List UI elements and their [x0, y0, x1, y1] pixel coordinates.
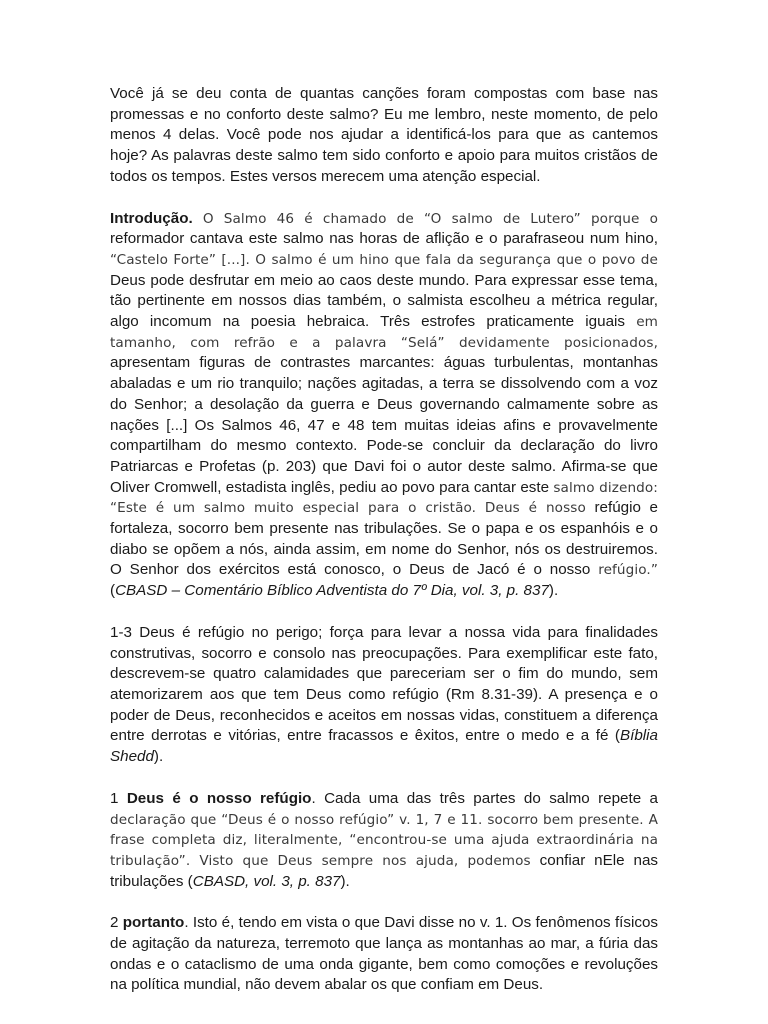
- verse-2-text: . Isto é, tendo em vista o que Davi disse no v. 1. Os fenômenos físicos de agitação da natureza, terremoto que lança as montanhas ao mar, a fúria das ondas e o cataclismo de uma onda gigante, bem como comoções e revoluções na política mundial, não devem abalar os que confiam em Deus.: [110, 914, 658, 994]
- introduction-text-10: (: [110, 582, 116, 600]
- introduction-text-8: refúgio e fortaleza, socorro bem presente nas tribulações. Se o papa e os espanhóis e o diabo se opõem a nós, ainda assim, em nome do Senhor, nós os destruiremos. O Senhor dos exércitos está conosco, o Deus de Jacó é o nosso: [110, 499, 658, 579]
- verse-1-citation: CBASD, vol. 3, p. 837: [192, 872, 341, 890]
- introduction-text-11: ).: [548, 582, 559, 600]
- verses-1-3-citation: Bíblia Shedd: [110, 727, 658, 766]
- intro-question-paragraph: [110, 84, 658, 188]
- document-page: [110, 84, 658, 996]
- verses-1-3-paragraph: [110, 623, 658, 768]
- introduction-text-4: Deus pode desfrutar em meio ao caos deste mundo. Para expressar esse tema, tão pertinente em nossos dias também, o salmista escolheu a métrica regular, algo incomum na poesia hebraica. Três estrofes praticamente iguais: [110, 271, 658, 331]
- introduction-text-1: O Salmo 46 é chamado de “O salmo de Lutero” porque o: [192, 210, 658, 227]
- introduction-text-7: salmo dizendo: “Este é um salmo muito especial para o cristão. Deus é nosso: [110, 479, 658, 517]
- verse-2-paragraph: [110, 913, 658, 996]
- verse-1-paragraph: [110, 789, 658, 893]
- verse-2-heading: portanto: [122, 914, 185, 932]
- introduction-heading: Introdução.: [110, 209, 193, 227]
- verse-1-text-1: . Cada uma das três partes do salmo repete a: [311, 789, 658, 807]
- verse-1-text-2: declaração que “Deus é o nosso refúgio” v. 1, 7 e 11. socorro bem presente. A frase completa diz, literalmente, “encontrou-se uma ajuda extraordinária na tribulação”. Visto que Deus sempre nos ajuda, podemos: [110, 811, 658, 869]
- introduction-text-5: em tamanho, com refrão e a palavra “Selá” devidamente posicionados,: [110, 314, 658, 351]
- verses-1-3-end: ).: [153, 748, 164, 766]
- introduction-text-9: refúgio.”: [598, 562, 658, 579]
- verses-1-3-text: 1-3 Deus é refúgio no perigo; força para levar a nossa vida para finalidades construtivas, socorro e consolo nas preocupações. Para exemplificar este fato, descrevem-se quatro calamidades que pareceriam ser o fim do mundo, sem atemorizarem aos que tem Deus como refúgio (Rm 8.31-39). A presença e o poder de Deus, reconhecidos e aceitos em nossas vidas, constituem a diferença entre derrotas e vitórias, entre fracassos e êxitos, entre o medo e a fé (: [110, 623, 658, 745]
- introduction-text-2: reformador cantava este salmo nas horas de aflição e o parafraseou num hino,: [110, 230, 658, 248]
- verse-2-number: 2: [110, 914, 123, 932]
- introduction-citation: CBASD – Comentário Bíblico Adventista do 7º Dia, vol. 3, p. 837: [115, 582, 549, 600]
- introduction-text-6: apresentam figuras de contrastes marcantes: águas turbulentas, montanhas abaladas e um rio tranquilo; nações agitadas, a terra se dissolvendo com a voz do Senhor; a desolação da guerra e Deus governando calmamente sobre as nações [...] Os Salmos 46, 47 e 48 tem muitas ideias afins e provavelmente compartilham do mesmo contexto. Pode-se concluir da declaração do livro Patriarcas e Profetas (p. 203) que Davi foi o autor deste salmo. Afirma-se que Oliver Cromwell, estadista inglês, pediu ao povo para cantar este: [110, 354, 658, 496]
- verse-1-heading: Deus é o nosso refúgio: [126, 789, 312, 807]
- introduction-paragraph: [110, 209, 658, 602]
- verse-1-text-3: confiar nEle nas tribulações (: [110, 851, 658, 890]
- intro-question-text: Você já se deu conta de quantas canções foram compostas com base nas promessas e no conforto deste salmo? Eu me lembro, neste momento, de pelo menos 4 delas. Você pode nos ajudar a identificá-los para que as cantemos hoje? As palavras deste salmo tem sido conforto e apoio para muitos cristãos de todos os tempos. Estes versos merecem uma atenção especial.: [110, 85, 658, 185]
- verse-1-end: ).: [340, 872, 350, 890]
- verse-1-number: 1: [110, 789, 127, 807]
- introduction-text-3: “Castelo Forte” [...]. O salmo é um hino que fala da segurança que o povo de: [110, 251, 658, 268]
